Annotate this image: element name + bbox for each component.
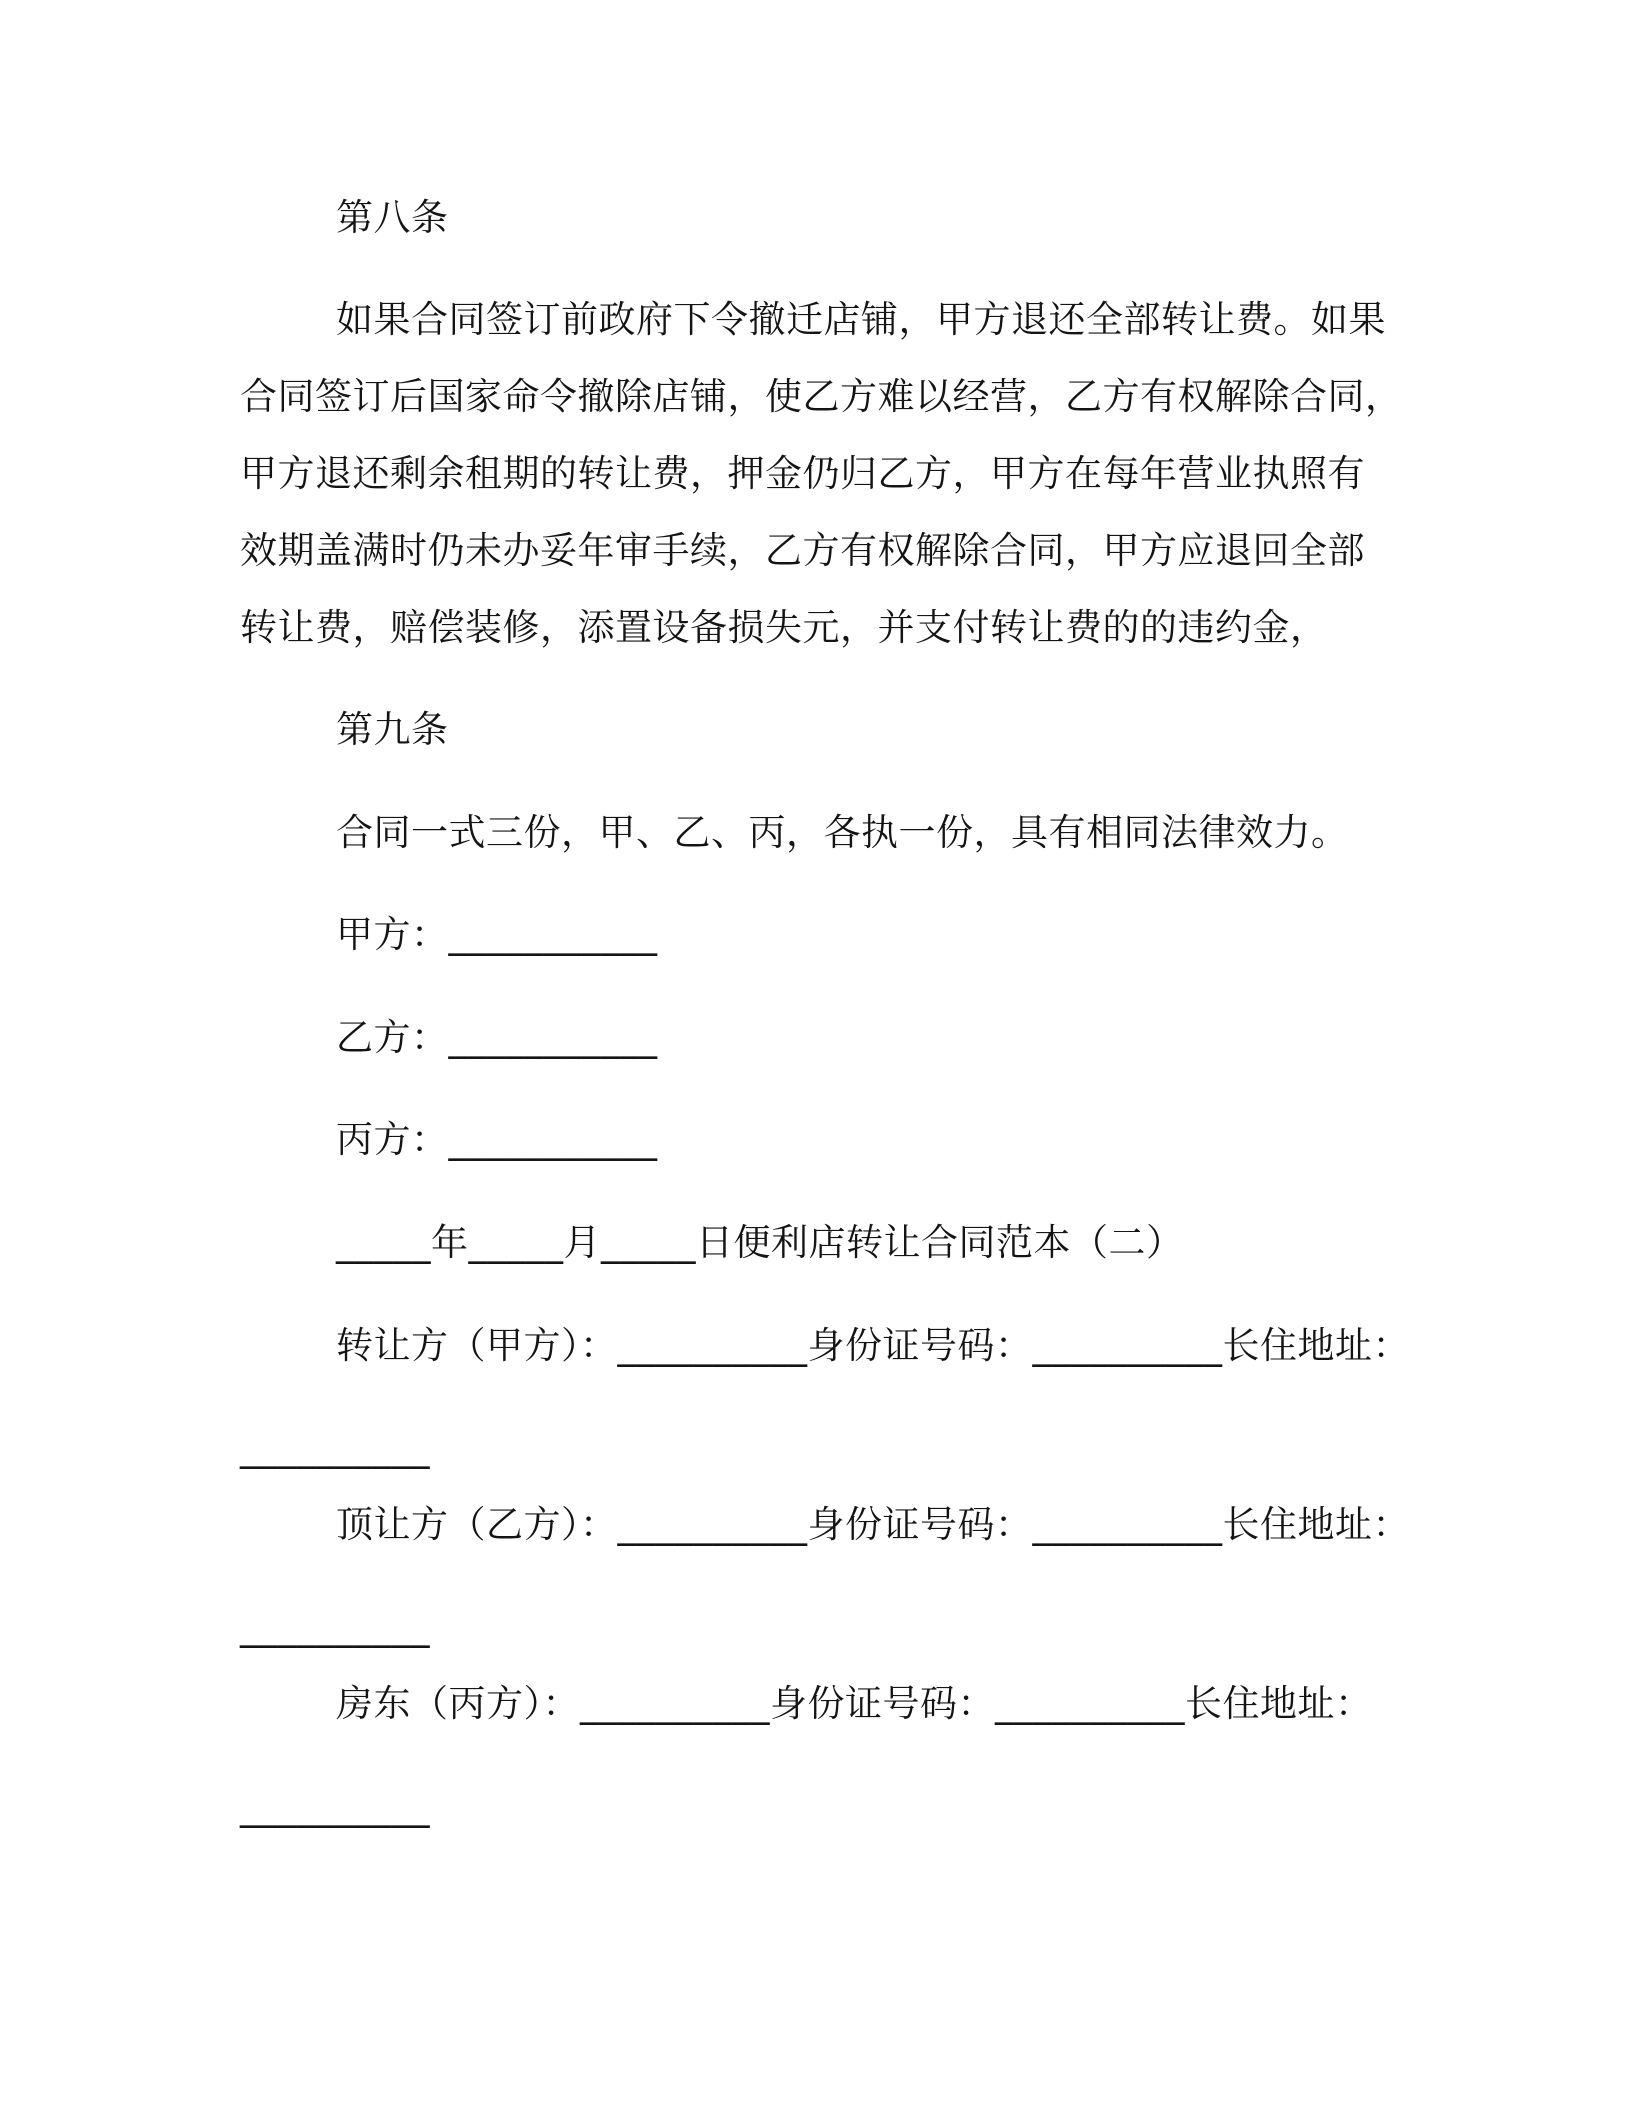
signature-party-a: 甲方：___________ bbox=[336, 913, 658, 956]
transferor-address-blank: __________ bbox=[240, 1426, 430, 1469]
signature-party-c: 丙方：___________ bbox=[336, 1118, 658, 1161]
article-9-heading: 第九条 bbox=[336, 708, 449, 751]
article-8-line-4: 效期盖满时仍未办妥年审手续，乙方有权解除合同，甲方应退回全部 bbox=[240, 529, 1365, 572]
article-8-line-3: 甲方退还剩余租期的转让费，押金仍归乙方，甲方在每年营业执照有 bbox=[240, 452, 1365, 495]
article-8-line-1: 如果合同签订前政府下令撤迁店铺，甲方退还全部转让费。如果 bbox=[336, 298, 1386, 341]
article-9-text: 合同一式三份，甲、乙、丙，各执一份，具有相同法律效力。 bbox=[336, 811, 1349, 854]
signature-party-b: 乙方：___________ bbox=[336, 1016, 658, 1059]
landlord-address-blank: __________ bbox=[240, 1785, 430, 1828]
date-title: _____年_____月_____日便利店转让合同范本（二） bbox=[336, 1221, 1184, 1264]
transferor-info: 转让方（甲方）：__________身份证号码：__________长住地址： bbox=[336, 1324, 1410, 1367]
landlord-info: 房东（丙方）：__________身份证号码：__________长住地址： bbox=[336, 1682, 1373, 1725]
article-8-line-2: 合同签订后国家命令撤除店铺，使乙方难以经营，乙方有权解除合同， bbox=[240, 375, 1403, 418]
article-8-line-5: 转让费，赔偿装修，添置设备损失元，并支付转让费的的违约金， bbox=[240, 606, 1328, 649]
transferee-info: 顶让方（乙方）：__________身份证号码：__________长住地址： bbox=[336, 1503, 1410, 1546]
article-8-heading: 第八条 bbox=[336, 196, 449, 239]
transferee-address-blank: __________ bbox=[240, 1605, 430, 1648]
